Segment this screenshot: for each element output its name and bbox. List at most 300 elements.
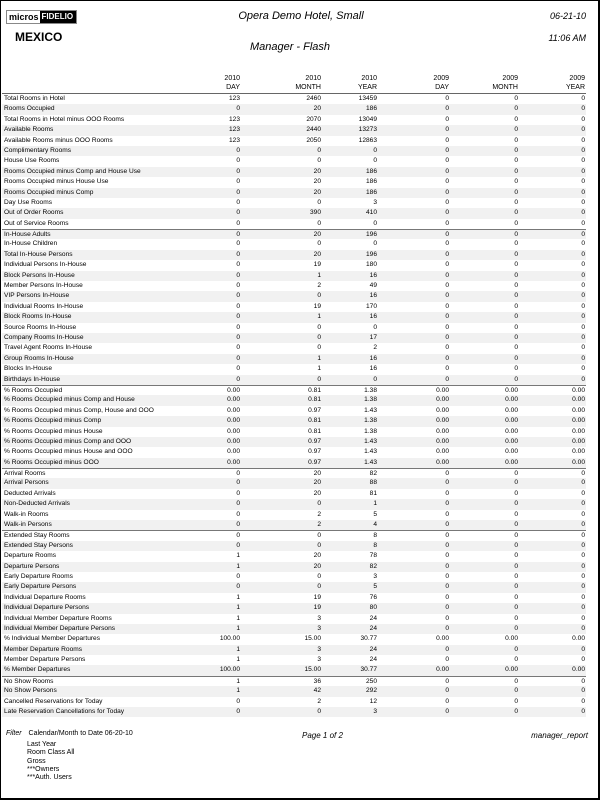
cell-value: 0 <box>581 323 585 331</box>
cell-value: 24 <box>369 614 377 622</box>
cell-value: 0 <box>445 562 449 570</box>
cell-value: 1 <box>373 500 377 508</box>
cell-value: 1 <box>317 365 321 373</box>
row-label: Deducted Arrivals <box>4 489 56 497</box>
cell-value: 0 <box>445 250 449 258</box>
cell-value: 0 <box>445 344 449 352</box>
cell-value: 0.81 <box>308 417 321 425</box>
row-label: Member Persons In-House <box>4 282 83 290</box>
cell-value: 1.38 <box>364 386 377 394</box>
cell-value: 0.00 <box>227 417 240 425</box>
table-row <box>2 104 586 114</box>
filter-label: Filter <box>6 730 22 737</box>
column-header <box>261 74 321 92</box>
cell-value: 3 <box>373 198 377 206</box>
cell-value: 0.00 <box>227 396 240 404</box>
cell-value: 0.00 <box>505 406 518 414</box>
cell-value: 1.43 <box>364 458 377 466</box>
cell-value: 0 <box>445 365 449 373</box>
table-row <box>2 250 586 260</box>
cell-value: 0 <box>581 656 585 664</box>
cell-value: 0 <box>581 136 585 144</box>
table-row <box>2 146 586 156</box>
cell-value: 24 <box>369 645 377 653</box>
cell-value: 42 <box>313 687 321 695</box>
cell-value: 186 <box>365 105 377 113</box>
row-label: % Rooms Occupied <box>4 386 63 394</box>
cell-value: 0 <box>514 344 518 352</box>
table-row <box>2 364 586 374</box>
cell-value: 0 <box>445 115 449 123</box>
cell-value: 186 <box>365 167 377 175</box>
table-row <box>2 375 586 385</box>
cell-value: 16 <box>369 313 377 321</box>
cell-value: 0 <box>445 167 449 175</box>
cell-value: 0.00 <box>572 458 585 466</box>
filter-detail-line: Gross <box>27 757 46 765</box>
cell-value: 0 <box>581 532 585 540</box>
cell-value: 0 <box>581 302 585 310</box>
row-label: Individual Member Departure Rooms <box>4 614 112 622</box>
cell-value: 0 <box>581 677 585 685</box>
cell-value: 20 <box>313 489 321 497</box>
cell-value: 123 <box>228 95 240 102</box>
table-row <box>2 468 586 478</box>
table-row <box>2 530 586 540</box>
cell-value: 0.00 <box>572 386 585 394</box>
table-row <box>2 94 586 104</box>
report-time: 11:06 AM <box>548 33 586 43</box>
cell-value: 0 <box>581 95 585 102</box>
row-label: Rooms Occupied minus Comp and House Use <box>4 167 141 175</box>
table-row <box>2 125 586 135</box>
cell-value: 0 <box>581 209 585 217</box>
row-label: Extended Stay Rooms <box>4 532 70 540</box>
cell-value: 0 <box>445 489 449 497</box>
cell-value: 0 <box>581 146 585 154</box>
cell-value: 0 <box>236 489 240 497</box>
cell-value: 0 <box>236 541 240 549</box>
table-row <box>2 686 586 696</box>
table-row <box>2 312 586 322</box>
cell-value: 0.00 <box>505 396 518 404</box>
row-label: Rooms Occupied minus House Use <box>4 178 109 186</box>
row-label: Member Departure Rooms <box>4 645 83 653</box>
cell-value: 0 <box>514 479 518 487</box>
row-label: % Rooms Occupied minus House and OOO <box>4 448 133 456</box>
cell-value: 0 <box>514 656 518 664</box>
cell-value: 0 <box>445 572 449 580</box>
cell-value: 2440 <box>306 126 321 134</box>
cell-value: 0 <box>236 302 240 310</box>
cell-value: 0.00 <box>436 458 449 466</box>
cell-value: 0 <box>514 687 518 695</box>
cell-value: 0 <box>581 365 585 373</box>
cell-value: 0 <box>581 489 585 497</box>
row-label: Out of Order Rooms <box>4 209 64 217</box>
cell-value: 5 <box>373 510 377 518</box>
row-label: % Rooms Occupied minus OOO <box>4 458 99 466</box>
cell-value: 0 <box>581 188 585 196</box>
cell-value: 0 <box>581 261 585 269</box>
cell-value: 0 <box>445 323 449 331</box>
cell-value: 0.97 <box>308 448 321 456</box>
cell-value: 1 <box>236 552 240 560</box>
cell-value: 2 <box>317 510 321 518</box>
cell-value: 0 <box>581 552 585 560</box>
cell-value: 1.43 <box>364 437 377 445</box>
row-label: Company Rooms In-House <box>4 333 84 341</box>
column-header <box>317 74 377 92</box>
cell-value: 0 <box>445 302 449 310</box>
cell-value: 196 <box>365 250 377 258</box>
cell-value: 81 <box>369 489 377 497</box>
cell-value: 19 <box>313 261 321 269</box>
table-row <box>2 447 586 457</box>
cell-value: 0 <box>514 645 518 653</box>
table-row <box>2 188 586 198</box>
cell-value: 0 <box>236 572 240 580</box>
cell-value: 0 <box>445 157 449 165</box>
cell-value: 0.00 <box>227 386 240 394</box>
filter-detail-line: ***Owners <box>27 765 60 773</box>
cell-value: 20 <box>313 105 321 113</box>
cell-value: 0 <box>581 250 585 258</box>
cell-value: 0 <box>581 521 585 529</box>
cell-value: 0 <box>317 157 321 165</box>
cell-value: 0.97 <box>308 437 321 445</box>
cell-value: 20 <box>313 250 321 258</box>
cell-value: 0.00 <box>436 386 449 394</box>
cell-value: 0 <box>236 157 240 165</box>
cell-value: 17 <box>369 333 377 341</box>
cell-value: 0 <box>445 708 449 716</box>
row-label: Out of Service Rooms <box>4 219 69 227</box>
cell-value: 0 <box>514 697 518 705</box>
cell-value: 5 <box>373 583 377 591</box>
cell-value: 0 <box>317 323 321 331</box>
table-row <box>2 614 586 624</box>
cell-value: 0.00 <box>227 406 240 414</box>
row-label: % Rooms Occupied minus House <box>4 427 103 435</box>
cell-value: 0.00 <box>436 406 449 414</box>
cell-value: 0.00 <box>572 666 585 674</box>
row-label: % Rooms Occupied minus Comp <box>4 417 102 425</box>
table-row <box>2 229 586 239</box>
cell-value: 1 <box>236 677 240 685</box>
cell-value: 0 <box>317 583 321 591</box>
cell-value: 250 <box>365 677 377 685</box>
cell-value: 0.00 <box>572 437 585 445</box>
cell-value: 1 <box>236 656 240 664</box>
cell-value: 82 <box>369 562 377 570</box>
cell-value: 0 <box>445 126 449 134</box>
cell-value: 0 <box>445 532 449 540</box>
table-row <box>2 624 586 634</box>
logo-fidelio: FIDELIO <box>40 11 77 23</box>
cell-value: 0 <box>514 365 518 373</box>
column-period: MONTH <box>295 84 321 91</box>
cell-value: 186 <box>365 188 377 196</box>
cell-value: 0.00 <box>572 396 585 404</box>
country-title: MEXICO <box>15 30 63 44</box>
row-label: % Rooms Occupied minus Comp, House and OOO <box>4 406 154 414</box>
row-label: Departure Rooms <box>4 552 57 560</box>
table-row <box>2 562 586 572</box>
cell-value: 0.00 <box>227 427 240 435</box>
cell-value: 0.00 <box>436 437 449 445</box>
row-label: Total Rooms in Hotel minus OOO Rooms <box>4 115 125 123</box>
cell-value: 0 <box>236 375 240 383</box>
table-row <box>2 271 586 281</box>
table-row <box>2 520 586 530</box>
cell-value: 0 <box>236 470 240 478</box>
column-year: 2010 <box>305 75 321 82</box>
row-label: Cancelled Reservations for Today <box>4 697 103 705</box>
filter-details <box>27 741 74 782</box>
cell-value: 0 <box>581 231 585 239</box>
cell-value: 0 <box>581 167 585 175</box>
cell-value: 0.00 <box>505 635 518 643</box>
cell-value: 0 <box>445 292 449 300</box>
row-label: Individual Departure Rooms <box>4 593 86 601</box>
cell-value: 0 <box>445 136 449 144</box>
cell-value: 0 <box>514 541 518 549</box>
cell-value: 20 <box>313 178 321 186</box>
cell-value: 0 <box>317 532 321 540</box>
cell-value: 3 <box>317 645 321 653</box>
cell-value: 0 <box>236 250 240 258</box>
row-label: Available Rooms minus OOO Rooms <box>4 136 113 144</box>
cell-value: 0 <box>514 552 518 560</box>
cell-value: 20 <box>313 479 321 487</box>
cell-value: 123 <box>228 126 240 134</box>
table-row <box>2 572 586 582</box>
cell-value: 0 <box>236 261 240 269</box>
cell-value: 0 <box>514 708 518 716</box>
cell-value: 0 <box>514 250 518 258</box>
cell-value: 0 <box>236 146 240 154</box>
cell-value: 0 <box>514 240 518 248</box>
cell-value: 0 <box>445 656 449 664</box>
cell-value: 49 <box>369 282 377 290</box>
column-year: 2010 <box>224 75 240 82</box>
cell-value: 2 <box>317 697 321 705</box>
table-row <box>2 697 586 707</box>
cell-value: 0 <box>581 178 585 186</box>
column-period: YEAR <box>357 84 377 91</box>
cell-value: 0 <box>514 157 518 165</box>
row-label: Arrival Persons <box>4 479 49 487</box>
cell-value: 0 <box>514 521 518 529</box>
table-row <box>2 115 586 125</box>
cell-value: 0 <box>236 209 240 217</box>
table-row <box>2 582 586 592</box>
column-year: 2009 <box>502 75 518 82</box>
cell-value: 4 <box>373 521 377 529</box>
cell-value: 0 <box>514 115 518 123</box>
cell-value: 0 <box>514 323 518 331</box>
column-period: DAY <box>435 84 449 91</box>
cell-value: 0 <box>581 687 585 695</box>
table-row <box>2 354 586 364</box>
table-row <box>2 655 586 665</box>
cell-value: 170 <box>365 302 377 310</box>
cell-value: 0 <box>317 198 321 206</box>
row-label: Individual Departure Persons <box>4 604 90 612</box>
filter-detail-line: Last Year <box>27 741 57 748</box>
cell-value: 1 <box>236 614 240 622</box>
cell-value: 0 <box>514 146 518 154</box>
cell-value: 0 <box>445 219 449 227</box>
cell-value: 0 <box>581 470 585 478</box>
cell-value: 0 <box>581 282 585 290</box>
column-period: MONTH <box>492 84 518 91</box>
cell-value: 0 <box>581 541 585 549</box>
cell-value: 0 <box>236 323 240 331</box>
cell-value: 0 <box>581 219 585 227</box>
cell-value: 0 <box>514 593 518 601</box>
cell-value: 0.97 <box>308 406 321 414</box>
cell-value: 1.43 <box>364 448 377 456</box>
cell-value: 0 <box>445 624 449 632</box>
row-label: Birthdays In-House <box>4 375 61 383</box>
cell-value: 78 <box>369 552 377 560</box>
cell-value: 13459 <box>358 95 377 102</box>
cell-value: 0 <box>514 219 518 227</box>
row-label: Individual Member Departure Persons <box>4 624 116 632</box>
table-row <box>2 645 586 655</box>
cell-value: 0 <box>445 271 449 279</box>
logo-micros: micros <box>9 12 39 22</box>
report-date: 06-21-10 <box>549 11 586 21</box>
column-header <box>180 74 240 92</box>
cell-value: 100.00 <box>219 666 240 674</box>
cell-value: 0 <box>317 292 321 300</box>
row-label: Blocks In-House <box>4 365 53 373</box>
cell-value: 0.00 <box>436 635 449 643</box>
cell-value: 0 <box>236 365 240 373</box>
cell-value: 123 <box>228 115 240 123</box>
cell-value: 0 <box>236 231 240 239</box>
cell-value: 0.00 <box>436 427 449 435</box>
cell-value: 0 <box>236 479 240 487</box>
row-label: Arrival Rooms <box>4 470 46 478</box>
row-label: % Member Departures <box>4 666 71 674</box>
cell-value: 24 <box>369 656 377 664</box>
cell-value: 0 <box>514 231 518 239</box>
column-header <box>458 74 518 92</box>
cell-value: 0 <box>514 562 518 570</box>
cell-value: 0.00 <box>572 406 585 414</box>
cell-value: 0 <box>317 219 321 227</box>
row-label: In-House Adults <box>4 231 51 239</box>
cell-value: 0 <box>317 500 321 508</box>
cell-value: 0 <box>514 188 518 196</box>
cell-value: 0.00 <box>572 427 585 435</box>
row-label: % Individual Member Departures <box>4 635 101 643</box>
cell-value: 0 <box>581 562 585 570</box>
cell-value: 0 <box>373 323 377 331</box>
cell-value: 0 <box>514 198 518 206</box>
row-label: Source Rooms In-House <box>4 323 77 331</box>
column-period: YEAR <box>565 84 585 91</box>
cell-value: 0.00 <box>227 437 240 445</box>
cell-value: 0 <box>236 344 240 352</box>
cell-value: 0 <box>445 552 449 560</box>
cell-value: 0.00 <box>572 417 585 425</box>
cell-value: 0 <box>236 532 240 540</box>
cell-value: 20 <box>313 231 321 239</box>
cell-value: 82 <box>369 470 377 478</box>
cell-value: 0 <box>514 583 518 591</box>
table-row <box>2 676 586 686</box>
cell-value: 0 <box>445 261 449 269</box>
cell-value: 2460 <box>306 95 321 102</box>
table-row <box>2 281 586 291</box>
table-row <box>2 219 586 229</box>
row-label: Individual Rooms In-House <box>4 302 84 310</box>
cell-value: 0.00 <box>505 458 518 466</box>
row-label: Block Rooms In-House <box>4 313 72 321</box>
cell-value: 0.81 <box>308 386 321 394</box>
row-label: Departure Persons <box>4 562 60 570</box>
row-label: Rooms Occupied minus Comp <box>4 188 94 196</box>
cell-value: 12 <box>369 697 377 705</box>
row-label: No Show Persons <box>4 687 57 695</box>
cell-value: 8 <box>373 541 377 549</box>
cell-value: 0 <box>445 178 449 186</box>
cell-value: 3 <box>317 624 321 632</box>
table-row <box>2 541 586 551</box>
cell-value: 0 <box>581 354 585 362</box>
table-row <box>2 437 586 447</box>
row-label: Early Departure Rooms <box>4 572 73 580</box>
cell-value: 292 <box>365 687 377 695</box>
table-row <box>2 395 586 405</box>
cell-value: 0 <box>373 375 377 383</box>
cell-value: 0 <box>581 313 585 321</box>
table-row <box>2 458 586 468</box>
cell-value: 0 <box>581 344 585 352</box>
cell-value: 0 <box>236 282 240 290</box>
cell-value: 3 <box>317 614 321 622</box>
cell-value: 0 <box>445 614 449 622</box>
cell-value: 0 <box>317 708 321 716</box>
cell-value: 2050 <box>306 136 321 144</box>
cell-value: 0 <box>317 333 321 341</box>
cell-value: 0 <box>445 604 449 612</box>
cell-value: 0 <box>581 105 585 113</box>
column-year: 2009 <box>569 75 585 82</box>
cell-value: 88 <box>369 479 377 487</box>
cell-value: 15.00 <box>304 666 321 674</box>
cell-value: 0 <box>514 167 518 175</box>
cell-value: 0 <box>236 105 240 113</box>
cell-value: 3 <box>373 572 377 580</box>
cell-value: 0 <box>445 677 449 685</box>
cell-value: 0.00 <box>505 427 518 435</box>
cell-value: 0 <box>445 105 449 113</box>
filter-detail-line: Room Class All <box>27 749 75 757</box>
cell-value: 0 <box>514 333 518 341</box>
column-header <box>525 74 585 92</box>
cell-value: 0 <box>373 146 377 154</box>
cell-value: 16 <box>369 354 377 362</box>
cell-value: 30.77 <box>360 635 377 643</box>
cell-value: 0 <box>373 219 377 227</box>
cell-value: 0 <box>236 697 240 705</box>
